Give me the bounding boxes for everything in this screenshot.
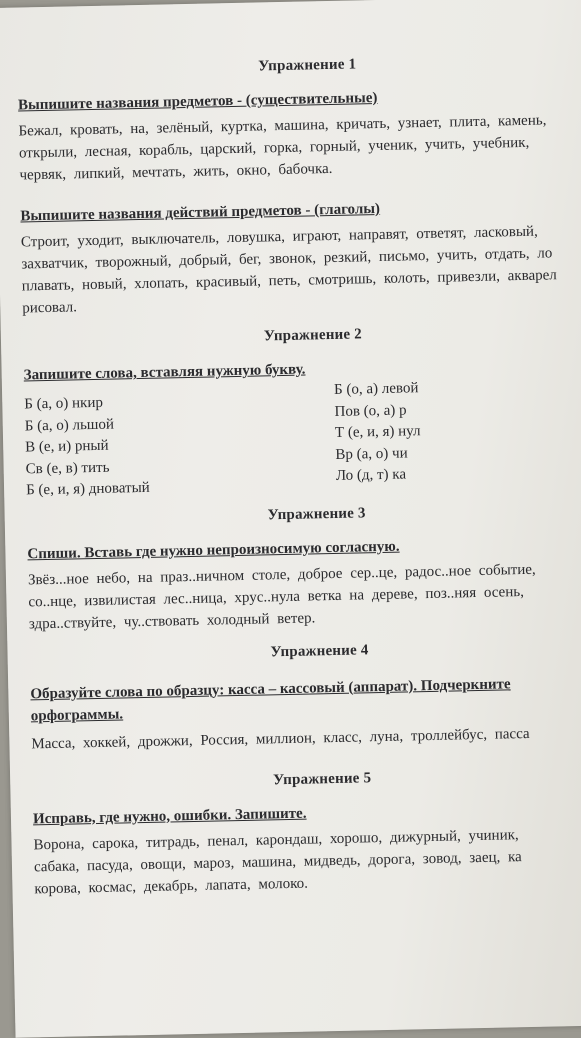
exercise-4-task: Образуйте слова по образцу: касса – кассовый (аппарат). Подчеркните орфограммы. [30,675,511,724]
word-item: Б (а, о) льшой [24,416,115,434]
word-item: Пов (о, а) р [334,401,407,420]
text-line: здра..ствуйте, чу..ствовать холодный ветер. [28,609,316,632]
word-item: Б (а, о) нкир [24,394,104,413]
word-item: Б (е, и, я) дноватый [25,479,150,499]
exercise-1-title: Упражнение 1 [258,56,357,75]
exercise-1-task-verbs: Выпишите названия действий предметов - (глаголы) [20,200,381,225]
worksheet-content [17,51,581,913]
exercise-1-task-nouns: Выпишите названия предметов - (существительные) [17,89,378,114]
word-item: Б (о, а) левой [333,380,419,398]
exercise-2-task: Запишите слова, вставляя нужную букву. [23,361,306,384]
exercise-1-nouns-text [18,108,581,186]
word-item: Вр (а, о) чи [335,444,408,463]
word-item: Св (е, в) тить [25,459,110,477]
word-item: Т (е, и, я) нул [334,423,421,441]
exercise-3-title: Упражнение 3 [267,504,366,523]
text-line: открыли, лесная, корабль, царский, горка, горный, ученик, учить, учебник, [18,134,530,162]
exercise-4-text [31,721,581,755]
text-line: захватчик, творожный, добрый, бег, звонок, резкий, письмо, учить, отдать, ло [21,245,553,273]
exercise-5-task: Исправь, где нужно, ошибки. Запишите. [32,805,307,827]
text-line: Масса, хоккей, дрожжи, Россия, миллион, класс, луна, троллейбус, пасса [31,725,530,752]
word-item: Ло (д, т) ка [335,466,407,484]
exercise-2-left-column [24,388,336,502]
exercise-2-word-columns [24,382,581,502]
exercise-4-title: Упражнение 4 [270,641,369,660]
exercise-1-verbs-text [21,219,581,319]
text-line: со..нце, извилистая лес..ница, хрус..нула ветка на дереве, поз..няя осень, [28,583,525,610]
text-line: Бежал, кровать, на, зелёный, куртка, машина, кричать, узнает, плита, камень, [18,112,547,140]
exercise-5-title: Упражнение 5 [273,769,372,788]
exercise-2-title: Упражнение 2 [263,326,363,345]
text-line: рисовал. [22,299,78,317]
exercise-2-right-column [334,375,576,496]
text-line: червяк, липкий, мечтать, жить, окно, бабочка. [19,160,333,184]
text-line: Ворона, сарока, титрадь, пенал, карондаш, хорошо, дижурный, учиник, [33,826,519,853]
text-line: плавать, новый, хлопать, красивый, петь, смотришь, колоть, привезли, акварел [21,267,557,295]
word-item: В (е, и) рный [25,437,109,456]
text-line: Звёз...ное небо, на праз..ничном столе, доброе сер..це, радос..ное событие, [27,561,536,588]
text-line: сабака, пасуда, овощи, мароз, машина, мидведь, дорога, зовод, заец, ка [33,848,522,875]
exercise-5-text [33,822,581,900]
exercise-3-text [28,557,581,635]
text-line: Строит, уходит, выключатель, ловушка, играют, направят, ответят, ласковый, [20,223,538,251]
exercise-3-task: Спиши. Вставь где нужно непроизносимую согласную. [27,538,400,562]
text-line: корова, космас, декабрь, лапата, молоко. [34,875,309,897]
